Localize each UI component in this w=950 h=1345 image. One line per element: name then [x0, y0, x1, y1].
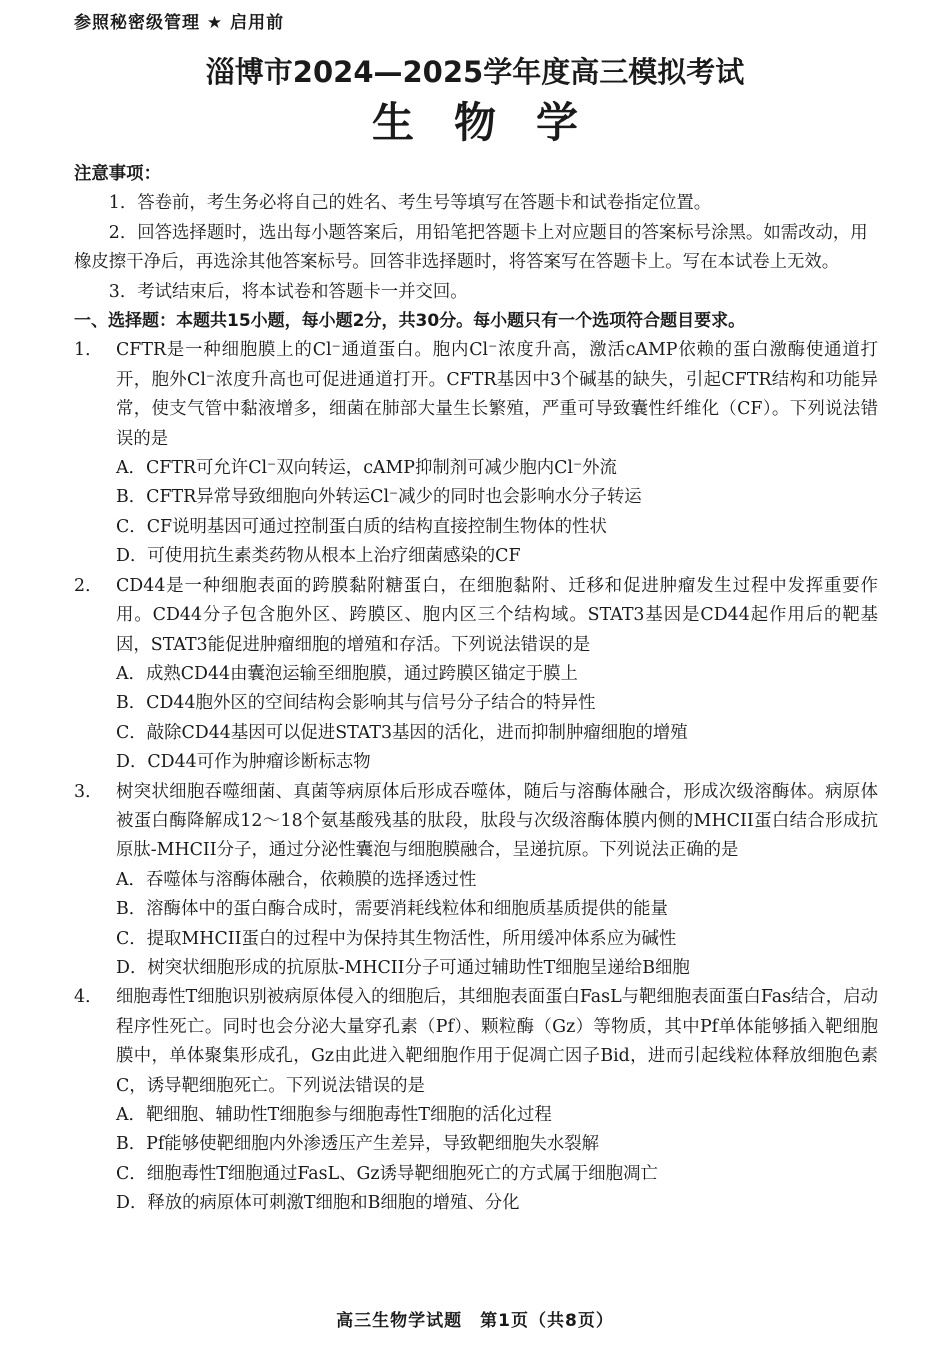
secret-level-mark: 参照秘密级管理 ★ 启用前 [74, 13, 285, 33]
option-c: C．细胞毒性T细胞通过FasL、Gz诱导靶细胞死亡的方式属于细胞凋亡 [116, 1163, 658, 1184]
notes-heading: 注意事项： [74, 164, 161, 184]
option-d: D．释放的病原体可刺激T细胞和B细胞的增殖、分化 [116, 1193, 520, 1214]
option-c: C．CF说明基因可通过控制蛋白质的结构直接控制生物体的性状 [116, 516, 607, 537]
option-b: B．溶酶体中的蛋白酶合成时，需要消耗线粒体和细胞质基质提供的能量 [116, 899, 668, 920]
question-stem: 树突状细胞吞噬细菌、真菌等病原体后形成吞噬体，随后与溶酶体融合，形成次级溶酶体。病原体被蛋白酶降解成12～18个氨基酸残基的肽段，肽段与次级溶酶体膜内侧的MHCII蛋白结合形成抗原肽-MHCII分子，通过分泌性囊泡与细胞膜融合，呈递抗原。下列说法正确的是 [116, 781, 878, 861]
subject-title: 生物学 [371, 98, 618, 147]
question-2 [74, 572, 878, 778]
page-footer: 高三生物学试题 第1页（共8页） [336, 1311, 614, 1331]
option-d: D．树突状细胞形成的抗原肽-MHCII分子可通过辅助性T细胞呈递给B细胞 [116, 957, 690, 978]
option-d: D．可使用抗生素类药物从根本上治疗细菌感染的CF [116, 546, 521, 567]
question-stem: CD44是一种细胞表面的跨膜黏附糖蛋白，在细胞黏附、迁移和促进肿瘤发生过程中发挥重要作用。CD44分子包含胞外区、跨膜区、胞内区三个结构域。STAT3基因是CD44起作用后的靶基因，STAT3能促进肿瘤细胞的增殖和存活。下列说法错误的是 [116, 575, 878, 655]
question-stem: 细胞毒性T细胞识别被病原体侵入的细胞后，其细胞表面蛋白FasL与靶细胞表面蛋白Fas结合，启动程序性死亡。同时也会分泌大量穿孔素（Pf）、颗粒酶（Gz）等物质，其中Pf单体能够插入靶细胞膜中，单体聚集形成孔，Gz由此进入靶细胞作用于促凋亡因子Bid，进而引起线粒体释放细胞色素C，诱导靶细胞死亡。下列说法错误的是 [116, 987, 878, 1096]
question-4 [74, 983, 878, 1218]
option-a: A．靶细胞、辅助性T细胞参与细胞毒性T细胞的活化过程 [116, 1105, 552, 1125]
option-a: A．CFTR可允许Cl⁻双向转运，cAMP抑制剂可减少胞内Cl⁻外流 [116, 458, 617, 479]
option-a: A．吞噬体与溶酶体融合，依赖膜的选择透过性 [116, 869, 477, 890]
question-number: 1． [74, 340, 103, 361]
option-a: A．成熟CD44由囊泡运输至细胞膜，通过跨膜区锚定于膜上 [116, 663, 578, 684]
question-number: 3． [74, 781, 103, 802]
option-b: B．CD44胞外区的空间结构会影响其与信号分子结合的特异性 [116, 693, 596, 714]
question-number: 2． [74, 575, 103, 596]
option-c: C．敲除CD44基因可以促进STAT3基因的活化，进而抑制肿瘤细胞的增殖 [116, 722, 688, 743]
exam-title: 淄博市2024—2025学年度高三模拟考试 [205, 55, 745, 89]
option-d: D．CD44可作为肿瘤诊断标志物 [116, 752, 371, 773]
question-1 [74, 336, 878, 571]
section-heading: 一、选择题：本题共15小题，每小题2分，共30分。每小题只有一个选项符合题目要求。 [74, 311, 746, 332]
note-item-2: 2．回答选择题时，选出每小题答案后，用铅笔把答题卡上对应题目的答案标号涂黑。如需改动，用橡皮擦干净后，再选涂其他答案标号。回答非选择题时，将答案写在答题卡上。写在本试卷上无效。 [74, 222, 868, 273]
question-3 [74, 778, 878, 984]
exam-body [74, 160, 878, 1219]
option-b: B．Pf能够使靶细胞内外渗透压产生差异，导致靶细胞失水裂解 [116, 1134, 600, 1155]
note-item-3: 3．考试结束后，将本试卷和答题卡一并交回。 [108, 281, 468, 302]
question-stem: CFTR是一种细胞膜上的Cl⁻通道蛋白。胞内Cl⁻浓度升高，激活cAMP依赖的蛋白激酶使通道打开，胞外Cl⁻浓度升高也可促进通道打开。CFTR基因中3个碱基的缺失，引起CFTR结构和功能异常，使支气管中黏液增多，细菌在肺部大量生长繁殖，严重可导致囊性纤维化（CF）。下列说法错误的是 [116, 340, 878, 449]
option-b: B．CFTR异常导致细胞向外转运Cl⁻减少的同时也会影响水分子转运 [116, 487, 642, 508]
option-c: C．提取MHCII蛋白的过程中为保持其生物活性，所用缓冲体系应为碱性 [116, 928, 677, 949]
note-item-1: 1．答卷前，考生务必将自己的姓名、考生号等填写在答题卡和试卷指定位置。 [108, 193, 712, 214]
question-number: 4． [74, 987, 103, 1008]
